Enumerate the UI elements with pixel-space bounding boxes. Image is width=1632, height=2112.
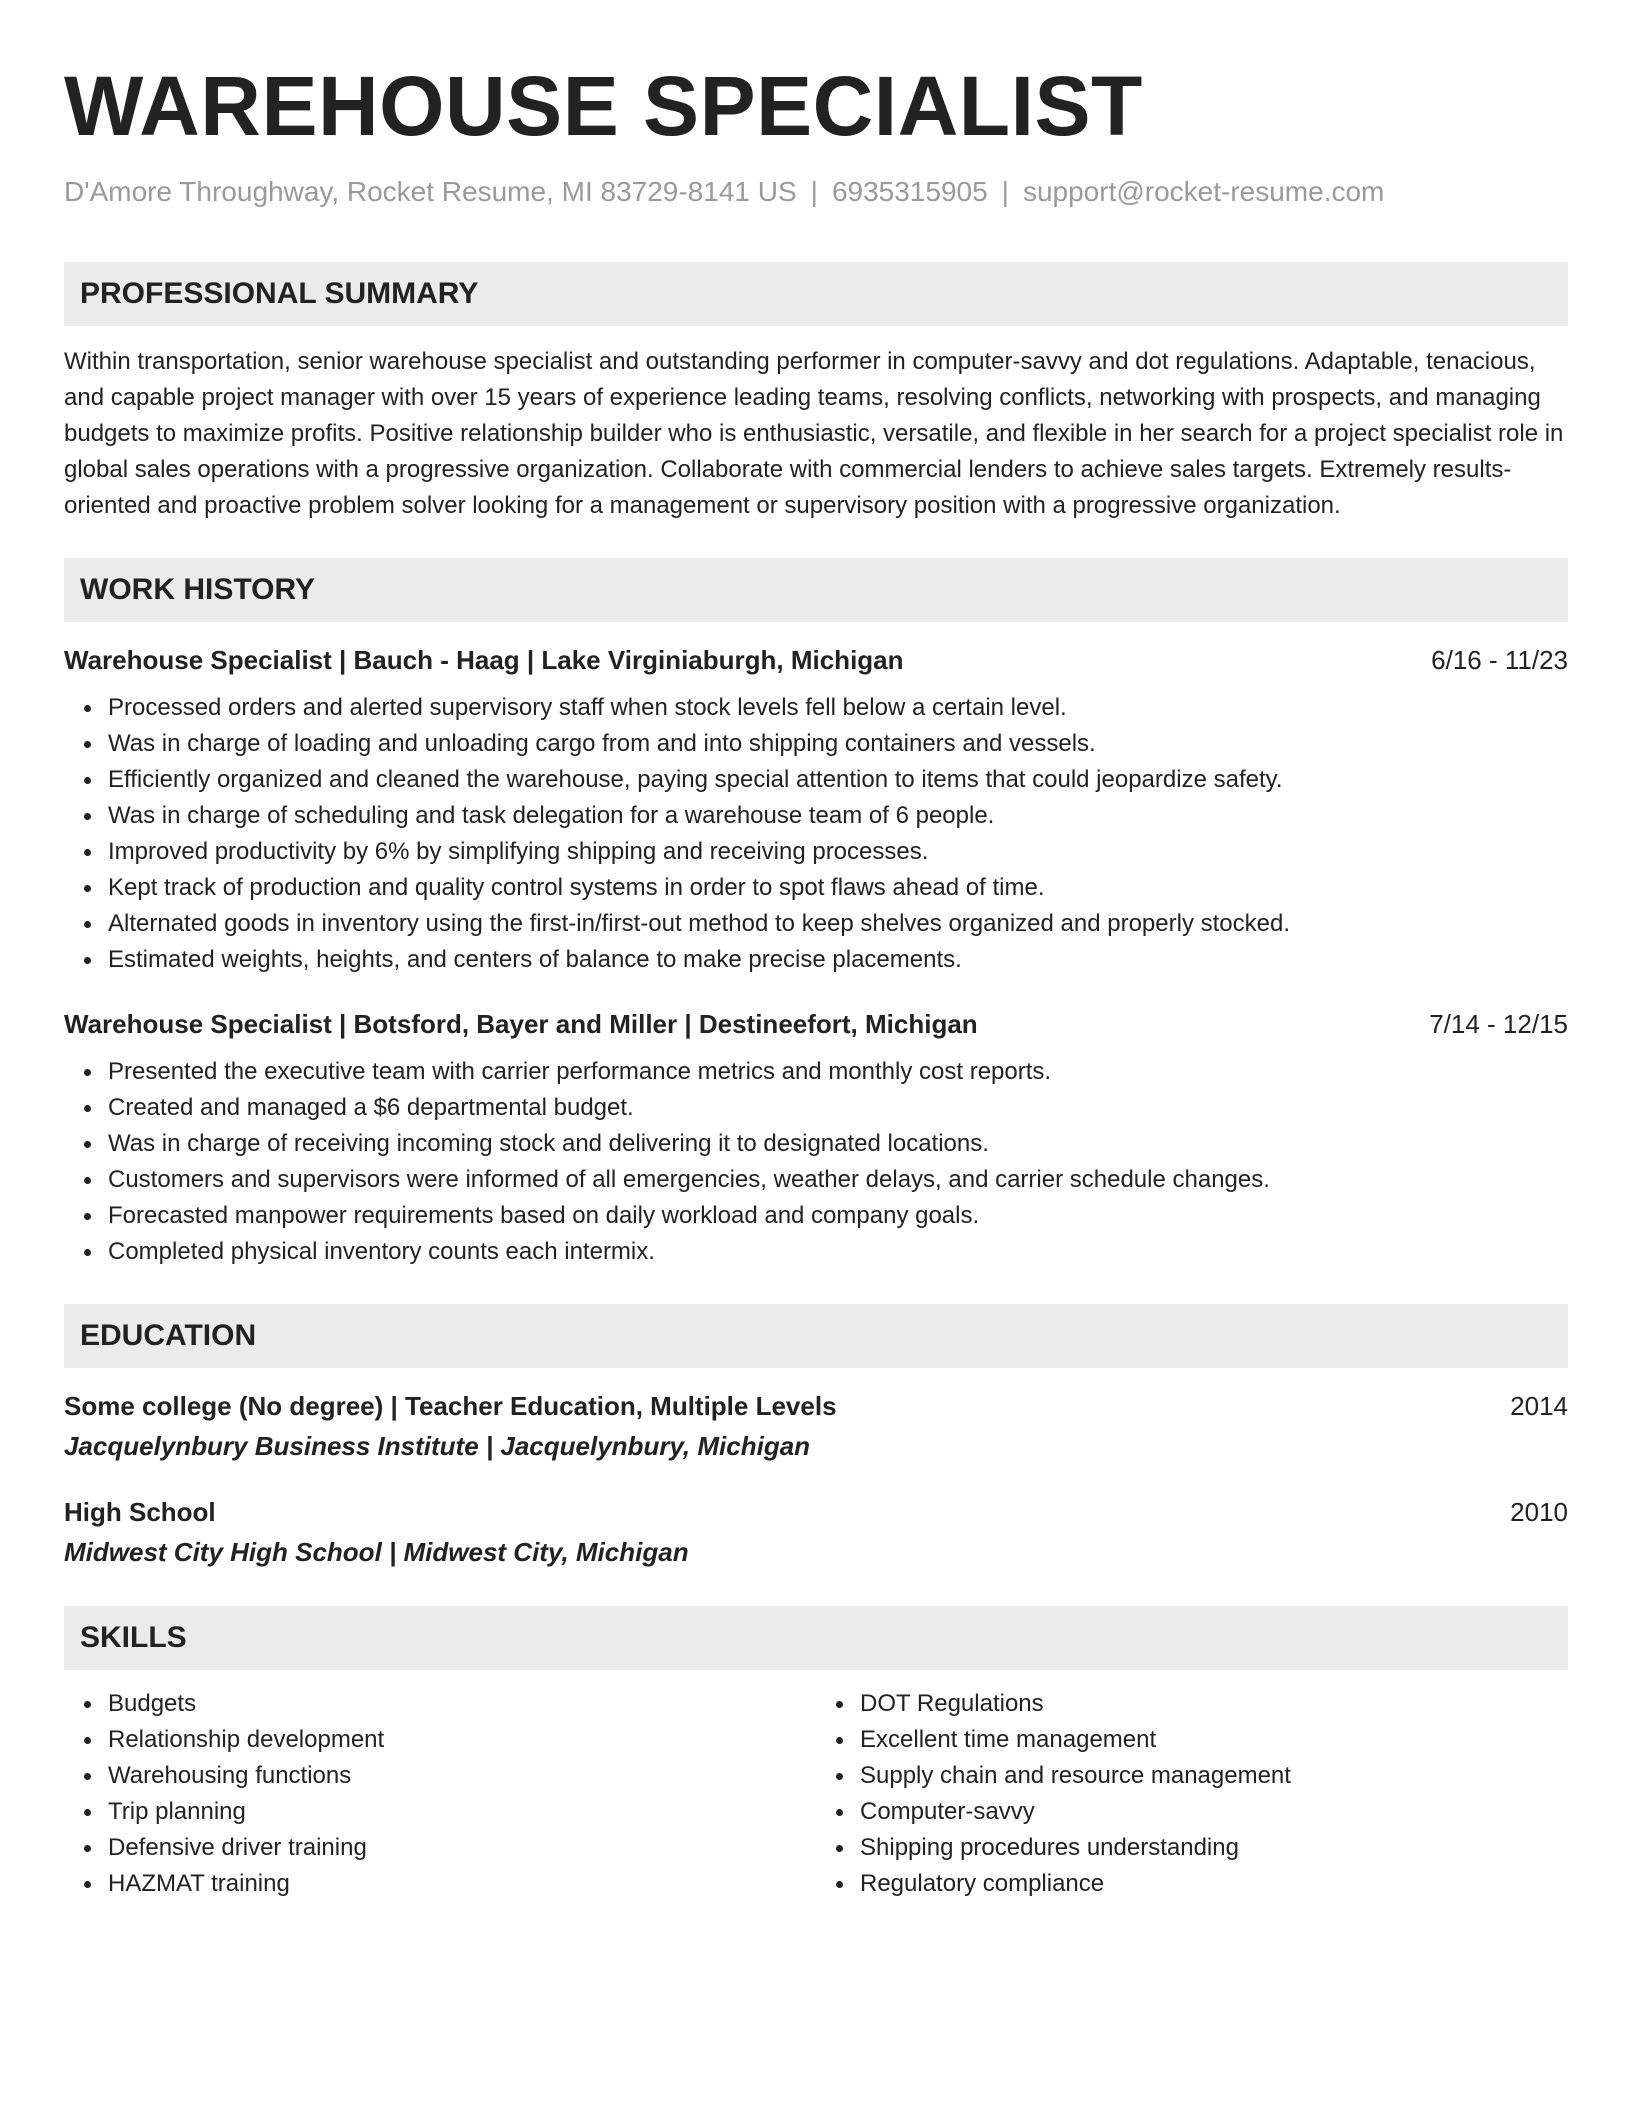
- resume-name: WAREHOUSE SPECIALIST: [64, 59, 1143, 153]
- list-item: Processed orders and alerted supervisory staff when stock levels fell below a certain level.: [108, 690, 1568, 726]
- contact-phone: 6935315905: [831, 176, 988, 207]
- section-header-education: EDUCATION: [64, 1304, 1568, 1368]
- education-header: [64, 1492, 1568, 1532]
- job-title: Warehouse Specialist | Bauch - Haag | Lake Virginiaburgh, Michigan: [64, 645, 904, 675]
- contact-line: [64, 174, 1568, 210]
- skill-item: Shipping procedures understanding: [860, 1830, 1568, 1866]
- skill-item: Trip planning: [108, 1794, 816, 1830]
- job-header: [64, 1004, 1568, 1044]
- list-item: Presented the executive team with carrier performance metrics and monthly cost reports.: [108, 1054, 1568, 1090]
- skill-item: Warehousing functions: [108, 1758, 816, 1794]
- list-item: Created and managed a $6 departmental budget.: [108, 1090, 1568, 1126]
- education-school: Jacquelynbury Business Institute | Jacquelynbury, Michigan: [64, 1431, 811, 1461]
- education-degree: Some college (No degree) | Teacher Education, Multiple Levels: [64, 1391, 837, 1421]
- list-item: Was in charge of scheduling and task delegation for a warehouse team of 6 people.: [108, 798, 1568, 834]
- skills-columns: [64, 1686, 1568, 1902]
- education-entry: [64, 1386, 1568, 1466]
- skill-item: Excellent time management: [860, 1722, 1568, 1758]
- contact-separator: |: [1001, 176, 1009, 207]
- education-school: Midwest City High School | Midwest City, Michigan: [64, 1537, 689, 1567]
- job-entry: [64, 1004, 1568, 1270]
- skill-item: Relationship development: [108, 1722, 816, 1758]
- skills-right-column: [816, 1686, 1568, 1902]
- skill-item: DOT Regulations: [860, 1686, 1568, 1722]
- education-year: 2014: [1510, 1391, 1568, 1421]
- skill-item: HAZMAT training: [108, 1866, 816, 1902]
- skills-left-column: [64, 1686, 816, 1902]
- job-dates: 6/16 - 11/23: [1431, 645, 1568, 675]
- section-header-skills: SKILLS: [64, 1606, 1568, 1670]
- list-item: Customers and supervisors were informed of all emergencies, weather delays, and carrier schedule changes.: [108, 1162, 1568, 1198]
- contact-separator: |: [810, 176, 818, 207]
- education-header: [64, 1386, 1568, 1426]
- job-title: Warehouse Specialist | Botsford, Bayer and Miller | Destineefort, Michigan: [64, 1009, 978, 1039]
- contact-email[interactable]: support@rocket-resume.com: [1022, 176, 1385, 207]
- contact-address: D'Amore Throughway, Rocket Resume, MI 83729-8141 US: [64, 176, 797, 207]
- skill-item: Budgets: [108, 1686, 816, 1722]
- list-item: Completed physical inventory counts each intermix.: [108, 1234, 1568, 1270]
- section-header-summary: PROFESSIONAL SUMMARY: [64, 262, 1568, 326]
- list-item: Was in charge of receiving incoming stock and delivering it to designated locations.: [108, 1126, 1568, 1162]
- list-item: Estimated weights, heights, and centers of balance to make precise placements.: [108, 942, 1568, 978]
- job-header: [64, 640, 1568, 680]
- education-degree: High School: [64, 1497, 216, 1527]
- section-header-work-history: WORK HISTORY: [64, 558, 1568, 622]
- education-year: 2010: [1510, 1497, 1568, 1527]
- job-bullets: [64, 690, 1568, 978]
- list-item: Improved productivity by 6% by simplifying shipping and receiving processes.: [108, 834, 1568, 870]
- list-item: Was in charge of loading and unloading cargo from and into shipping containers and vessels.: [108, 726, 1568, 762]
- skill-item: Defensive driver training: [108, 1830, 816, 1866]
- summary-text: Within transportation, senior warehouse specialist and outstanding performer in computer-savvy and dot regulations. Adaptable, tenacious, and capable project manager with over 15 years of experience leading teams, resolving conflicts, networking with prospects, and managing budgets to maximize profits. Positive relationship builder who is enthusiastic, versatile, and flexible in her search for a project specialist role in global sales operations with a progressive organization. Collaborate with commercial lenders to achieve sales targets. Extremely results-oriented and proactive problem solver looking for a management or supervisory position with a progressive organization.: [64, 348, 1564, 519]
- skill-item: Regulatory compliance: [860, 1866, 1568, 1902]
- education-entry: [64, 1492, 1568, 1572]
- job-dates: 7/14 - 12/15: [1429, 1009, 1568, 1039]
- skill-item: Computer-savvy: [860, 1794, 1568, 1830]
- list-item: Forecasted manpower requirements based on daily workload and company goals.: [108, 1198, 1568, 1234]
- list-item: Efficiently organized and cleaned the warehouse, paying special attention to items that could jeopardize safety.: [108, 762, 1568, 798]
- list-item: Kept track of production and quality control systems in order to spot flaws ahead of time.: [108, 870, 1568, 906]
- job-bullets: [64, 1054, 1568, 1270]
- job-entry: [64, 640, 1568, 978]
- list-item: Alternated goods in inventory using the first-in/first-out method to keep shelves organized and properly stocked.: [108, 906, 1568, 942]
- skill-item: Supply chain and resource management: [860, 1758, 1568, 1794]
